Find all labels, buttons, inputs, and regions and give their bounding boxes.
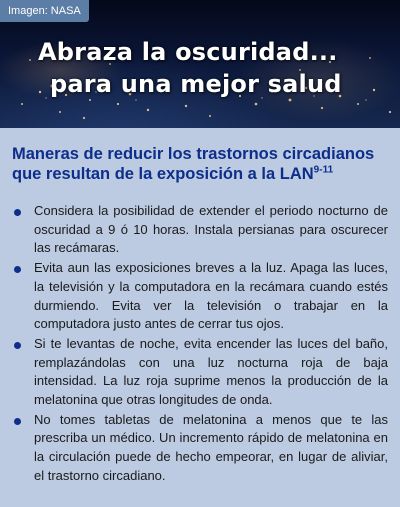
- bullet-icon: [14, 342, 21, 349]
- list-item: [14, 202, 388, 258]
- list-item: [14, 411, 388, 486]
- list-item: [14, 259, 388, 334]
- header-image: [0, 0, 400, 128]
- tips-list: [14, 202, 388, 487]
- list-item-text: Si te levantas de noche, evita encender las luces del baño, remplazándolas con una luz nocturna roja de baja intensidad. La luz roja suprime menos la producción de la melatonina que otras longitudes de onda.: [34, 335, 388, 408]
- bullet-icon: [14, 209, 21, 216]
- section-heading: [12, 144, 392, 184]
- section-heading-text: Maneras de reducir los trastornos circadianos que resultan de la exposición a la LAN: [12, 145, 375, 183]
- page-title: [38, 36, 393, 100]
- bullet-icon: [14, 266, 21, 273]
- list-item-text: Considera la posibilidad de extender el periodo nocturno de oscuridad a 9 ó 10 horas. Instala persianas para oscurecer las recámaras.: [34, 203, 388, 256]
- list-item-text: No tomes tabletas de melatonina a menos que te las prescriba un médico. Un incremento rápido de melatonina en la circulación puede de hecho empeorar, en lugar de aliviar, el trastorno circadiano.: [34, 411, 388, 483]
- bullet-icon: [14, 418, 21, 425]
- title-line-2: para una mejor salud: [50, 70, 342, 98]
- citation-superscript: 9-11: [313, 164, 334, 176]
- content-panel: [0, 128, 400, 507]
- list-item: [14, 335, 388, 410]
- list-item-text: Evita aun las exposiciones breves a la luz. Apaga las luces, la televisión y la computadora en la recámara cuando estés durmiendo. Evita ver la televisión o trabajar en la computadora justo antes de cerrar tus ojos.: [34, 260, 388, 332]
- title-line-1: Abraza la oscuridad...: [38, 38, 338, 66]
- image-credit: Imagen: NASA: [0, 0, 89, 22]
